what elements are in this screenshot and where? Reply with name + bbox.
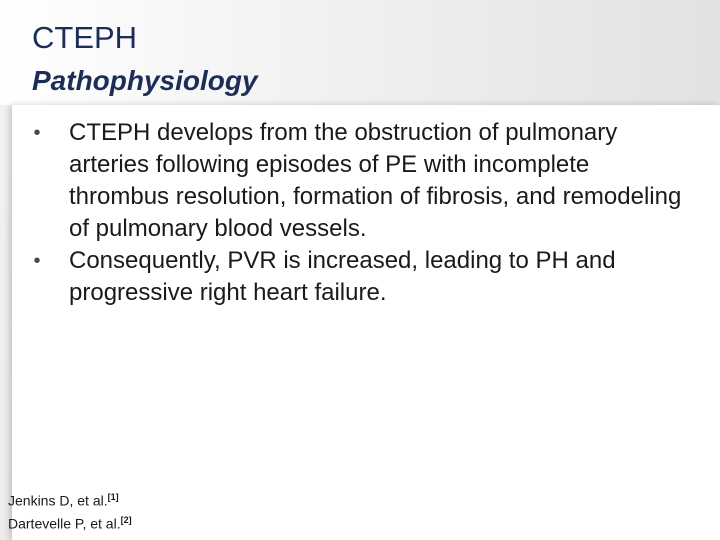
slide-title: CTEPH [32, 20, 138, 55]
reference-item [8, 488, 132, 511]
references [8, 488, 132, 533]
reference-marker: [1] [107, 492, 119, 502]
bullet-item [26, 245, 686, 309]
reference-marker: [2] [120, 514, 132, 525]
reference-text: Jenkins D, et al. [8, 492, 108, 509]
slide-subtitle: Pathophysiology [32, 65, 258, 96]
slide-header [0, 0, 720, 105]
bullet-item [26, 117, 686, 245]
bullet-icon: • [33, 122, 41, 144]
reference-item [8, 511, 132, 534]
bullet-icon: • [33, 250, 41, 272]
bullet-text: Consequently, PVR is increased, leading to PH and progressive right heart failure. [69, 247, 616, 306]
bullet-text: CTEPH develops from the obstruction of pulmonary arteries following episodes of PE with incomplete thrombus resolution, formation of fibrosis, and remodeling of pulmonary blood vessels. [69, 119, 682, 242]
bullet-list [26, 117, 686, 309]
reference-text: Dartevelle P, et al. [8, 515, 121, 532]
